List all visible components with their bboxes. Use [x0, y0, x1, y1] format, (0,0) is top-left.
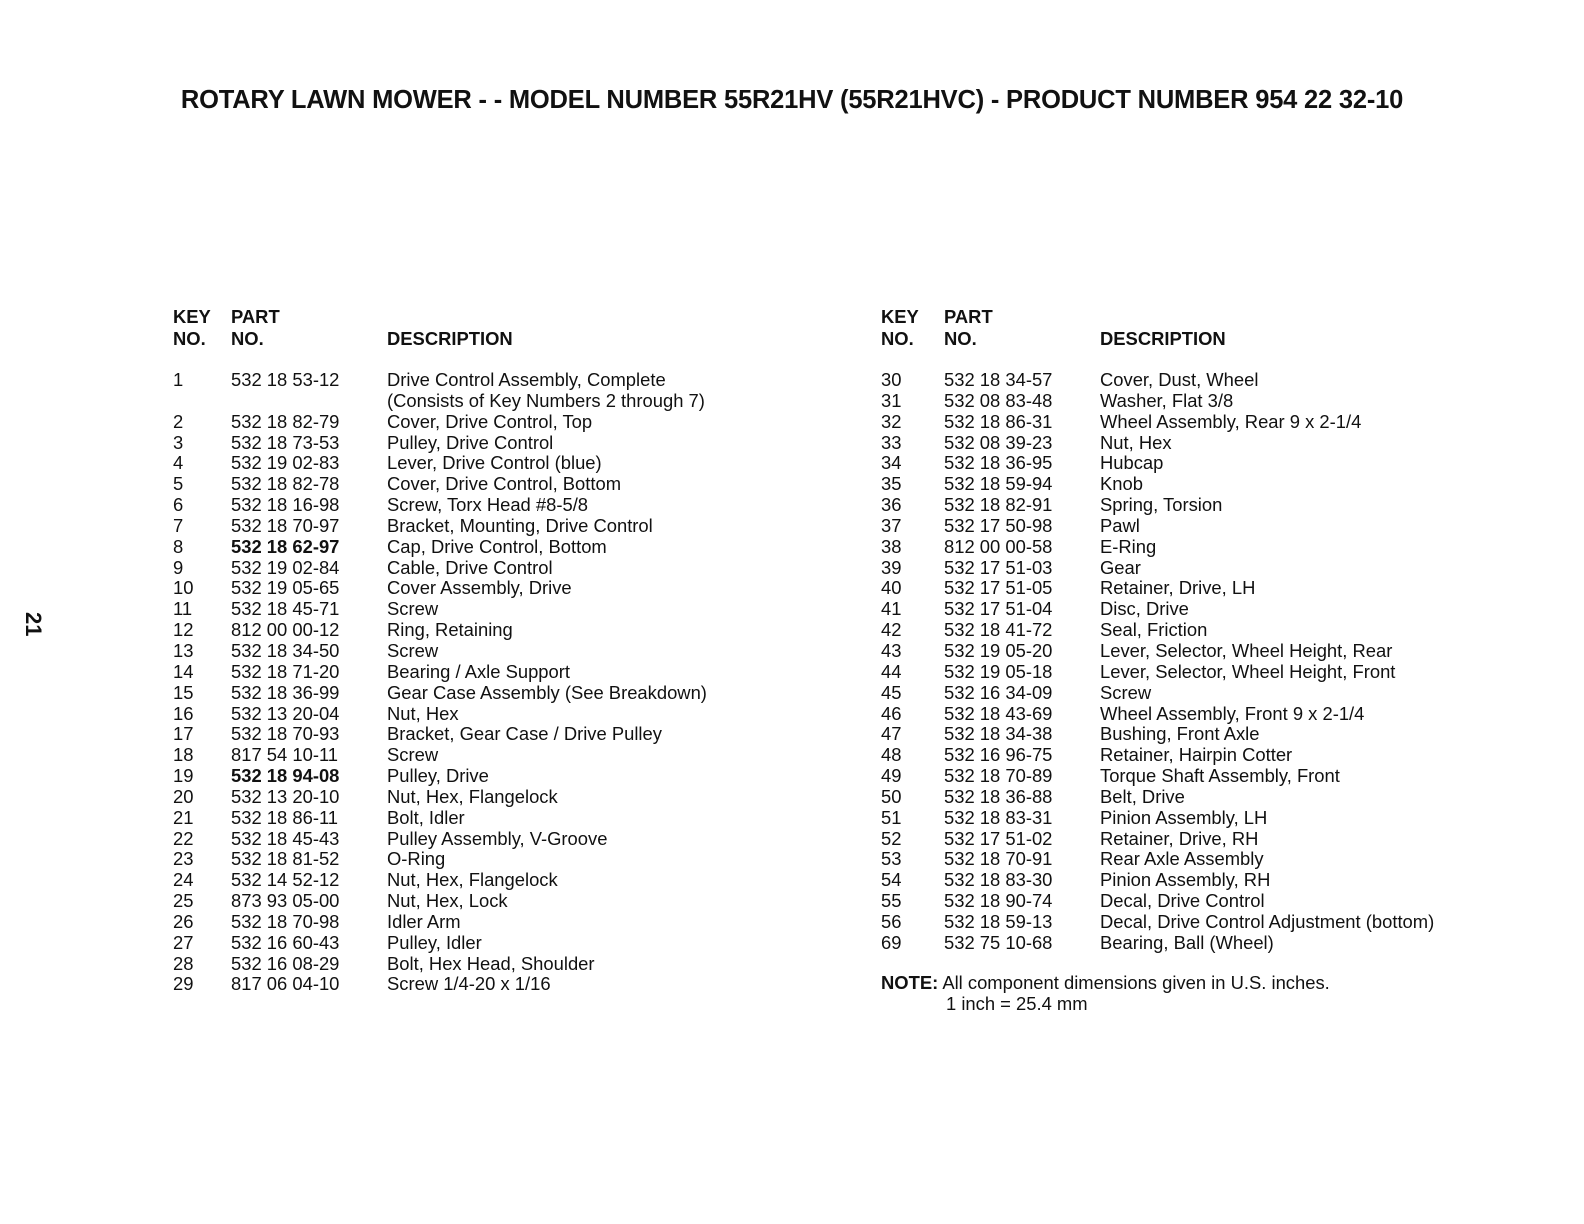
part-number: 532 18 86-11: [231, 806, 339, 828]
key-number: 43: [881, 639, 902, 661]
key-number: 46: [881, 702, 902, 724]
part-description: Pinion Assembly, RH: [1100, 869, 1271, 891]
key-number: 42: [881, 619, 902, 641]
part-number: 532 75 10-68: [944, 931, 1053, 953]
part-number: 532 18 81-52: [231, 848, 340, 870]
key-number: 16: [173, 702, 194, 724]
part-number: 532 08 83-48: [944, 389, 1053, 411]
table-row: [173, 620, 707, 641]
part-number: 532 16 96-75: [944, 744, 1053, 766]
part-number: 532 19 05-18: [944, 660, 1053, 682]
key-number: 19: [173, 765, 194, 787]
part-number: 532 18 36-95: [944, 452, 1053, 474]
part-description: Screw: [1100, 681, 1152, 703]
key-number: 41: [881, 598, 902, 620]
part-description: Pulley, Idler: [387, 931, 482, 953]
key-number: [173, 391, 231, 412]
table-row: [881, 412, 1434, 433]
key-number: 52: [881, 827, 902, 849]
part-header-line1: PART: [944, 306, 993, 327]
key-number: 32: [881, 410, 902, 432]
table-row: [881, 808, 1434, 829]
part-description: Disc, Drive: [1100, 598, 1189, 620]
part-description: Cable, Drive Control: [387, 556, 553, 578]
key-number: 2: [173, 410, 184, 432]
part-number: 532 18 83-30: [944, 869, 1053, 891]
key-number: 18: [173, 744, 194, 766]
table-row: [173, 578, 707, 599]
part-number: 532 17 51-04: [944, 598, 1053, 620]
parts-list-left: [173, 370, 707, 995]
table-row: [173, 474, 707, 495]
key-number: 6: [173, 494, 184, 516]
part-description: Lever, Drive Control (blue): [387, 452, 602, 474]
part-description: Screw: [387, 598, 439, 620]
key-number: 24: [173, 869, 194, 891]
table-row: [173, 391, 707, 412]
part-description: Cover Assembly, Drive: [387, 577, 572, 599]
table-row: [881, 370, 1434, 391]
table-row: [881, 453, 1434, 474]
table-row: [173, 453, 707, 474]
part-number: 532 18 62-97: [231, 535, 340, 557]
part-description: Lever, Selector, Wheel Height, Rear: [1100, 639, 1393, 661]
part-description: Screw, Torx Head #8-5/8: [387, 494, 589, 516]
part-number: 532 18 70-89: [944, 765, 1053, 787]
table-row: [881, 433, 1434, 454]
table-row: [881, 912, 1434, 933]
table-row: [881, 829, 1434, 850]
part-description: Spring, Torsion: [1100, 494, 1223, 516]
table-row: [881, 891, 1434, 912]
table-row: [173, 829, 707, 850]
part-number: 817 54 10-11: [231, 744, 339, 766]
table-row: [173, 516, 707, 537]
part-number: 532 18 36-99: [231, 681, 340, 703]
table-row: [173, 745, 707, 766]
table-row: [881, 745, 1434, 766]
part-number: 532 19 05-65: [231, 577, 340, 599]
part-number: 532 16 08-29: [231, 952, 340, 974]
part-number: 532 08 39-23: [944, 431, 1053, 453]
part-number: 532 18 94-08: [231, 765, 340, 787]
table-row: [881, 849, 1434, 870]
key-number: 13: [173, 639, 194, 661]
part-description: E-Ring: [1100, 535, 1157, 557]
table-row: [173, 974, 707, 995]
part-description: Cover, Dust, Wheel: [1100, 369, 1259, 390]
part-description: Washer, Flat 3/8: [1100, 389, 1234, 411]
part-description: Torque Shaft Assembly, Front: [1100, 765, 1340, 787]
key-number: 40: [881, 577, 902, 599]
key-number: 10: [173, 577, 194, 599]
part-header-line1: PART: [231, 306, 280, 327]
part-description: Retainer, Hairpin Cotter: [1100, 744, 1293, 766]
table-row: [173, 370, 707, 391]
table-row: [881, 870, 1434, 891]
part-number: 532 18 45-43: [231, 827, 340, 849]
part-number: 532 18 70-93: [231, 723, 340, 745]
part-number: 532 16 60-43: [231, 931, 340, 953]
table-row: [173, 849, 707, 870]
key-number: 5: [173, 473, 184, 495]
part-number: 532 18 59-13: [944, 910, 1053, 932]
table-row: [173, 412, 707, 433]
table-row: [173, 537, 707, 558]
part-number: 532 18 82-79: [231, 410, 340, 432]
part-description: Nut, Hex, Flangelock: [387, 869, 558, 891]
part-description: Cover, Drive Control, Top: [387, 410, 593, 432]
part-description: Cap, Drive Control, Bottom: [387, 535, 607, 557]
part-description: Belt, Drive: [1100, 785, 1185, 807]
part-number: 532 13 20-04: [231, 702, 340, 724]
key-number: 51: [881, 806, 902, 828]
table-row: [881, 683, 1434, 704]
part-description: Pulley Assembly, V-Groove: [387, 827, 608, 849]
part-number: 532 18 53-12: [231, 369, 340, 390]
table-row: [881, 599, 1434, 620]
part-description: Pinion Assembly, LH: [1100, 806, 1268, 828]
key-number: 7: [173, 514, 184, 536]
description-header: DESCRIPTION: [1100, 328, 1226, 349]
key-number: 29: [173, 973, 194, 995]
part-number: 532 18 70-98: [231, 910, 340, 932]
table-row: [881, 933, 1434, 954]
part-number: 532 16 34-09: [944, 681, 1053, 703]
key-header-line2: NO.: [881, 328, 914, 349]
key-number: 26: [173, 910, 194, 932]
key-number: 15: [173, 681, 194, 703]
part-description: Nut, Hex: [1100, 431, 1172, 453]
key-number: 30: [881, 369, 902, 390]
key-number: 45: [881, 681, 902, 703]
key-number: 35: [881, 473, 902, 495]
part-number: 532 18 73-53: [231, 431, 340, 453]
part-description: Bolt, Idler: [387, 806, 465, 828]
table-row: [173, 704, 707, 725]
table-row: [173, 433, 707, 454]
description-header: DESCRIPTION: [387, 328, 513, 349]
key-number: 69: [881, 931, 902, 953]
note-conversion: 1 inch = 25.4 mm: [946, 992, 1088, 1014]
part-description: Rear Axle Assembly: [1100, 848, 1264, 870]
part-description: Bushing, Front Axle: [1100, 723, 1260, 745]
key-number: 34: [881, 452, 902, 474]
part-description: Bracket, Mounting, Drive Control: [387, 514, 653, 536]
part-description: Bracket, Gear Case / Drive Pulley: [387, 723, 662, 745]
part-number: 532 19 02-84: [231, 556, 340, 578]
key-number: 53: [881, 848, 902, 870]
part-header-line2: NO.: [231, 328, 264, 349]
dimensions-note: [881, 973, 1330, 1015]
part-description: Ring, Retaining: [387, 619, 513, 641]
part-description: Cover, Drive Control, Bottom: [387, 473, 622, 495]
table-row: [173, 766, 707, 787]
part-number: 532 18 86-31: [944, 410, 1053, 432]
table-row: [881, 537, 1434, 558]
page-title: ROTARY LAWN MOWER - - MODEL NUMBER 55R21HV (55R21HVC) - PRODUCT NUMBER 954 22 32-10: [180, 86, 1404, 114]
key-number: 49: [881, 765, 902, 787]
key-number: 17: [173, 723, 194, 745]
key-number: 8: [173, 535, 184, 557]
table-row: [173, 495, 707, 516]
table-row: [881, 704, 1434, 725]
part-description: Seal, Friction: [1100, 619, 1208, 641]
key-number: 9: [173, 556, 184, 578]
part-number: 532 17 50-98: [944, 514, 1053, 536]
part-number: 532 19 05-20: [944, 639, 1053, 661]
table-row: [881, 495, 1434, 516]
part-number: 532 18 71-20: [231, 660, 340, 682]
part-number: 532 18 36-88: [944, 785, 1053, 807]
key-header-line1: KEY: [881, 306, 919, 327]
table-row: [881, 391, 1434, 412]
table-row: [173, 662, 707, 683]
part-description: Drive Control Assembly, Complete: [387, 369, 666, 390]
key-number: 36: [881, 494, 902, 516]
part-description: Idler Arm: [387, 910, 461, 932]
part-number: 812 00 00-12: [231, 619, 340, 641]
part-description: Lever, Selector, Wheel Height, Front: [1100, 660, 1396, 682]
key-number: 39: [881, 556, 902, 578]
key-number: 37: [881, 514, 902, 536]
table-row: [173, 724, 707, 745]
table-row: [881, 578, 1434, 599]
part-number: 532 18 34-50: [231, 639, 340, 661]
table-row: [173, 891, 707, 912]
key-number: 14: [173, 660, 194, 682]
part-description: O-Ring: [387, 848, 446, 870]
key-number: 11: [173, 598, 193, 620]
part-number: 873 93 05-00: [231, 890, 340, 912]
key-number: 12: [173, 619, 194, 641]
part-description: Pulley, Drive: [387, 765, 489, 787]
key-number: 3: [173, 431, 184, 453]
part-number: 532 17 51-05: [944, 577, 1053, 599]
part-description: Knob: [1100, 473, 1143, 495]
table-row: [173, 787, 707, 808]
key-number: 23: [173, 848, 194, 870]
key-number: 33: [881, 431, 902, 453]
part-number: 817 06 04-10: [231, 973, 340, 995]
part-number: 532 18 16-98: [231, 494, 340, 516]
table-row: [173, 870, 707, 891]
table-row: [881, 516, 1434, 537]
table-row: [173, 933, 707, 954]
key-number: 56: [881, 910, 902, 932]
part-number: 532 18 34-57: [944, 369, 1053, 390]
table-row: [881, 662, 1434, 683]
key-header-line2: NO.: [173, 328, 206, 349]
part-description: Bolt, Hex Head, Shoulder: [387, 952, 595, 974]
table-row: [173, 683, 707, 704]
part-number: 532 18 59-94: [944, 473, 1053, 495]
table-row: [881, 724, 1434, 745]
part-description: Gear: [1100, 556, 1141, 578]
key-number: 21: [173, 806, 194, 828]
part-number: 532 18 34-38: [944, 723, 1053, 745]
part-description: Wheel Assembly, Rear 9 x 2-1/4: [1100, 410, 1362, 432]
table-row: [173, 599, 707, 620]
table-row: [173, 641, 707, 662]
key-number: 48: [881, 744, 902, 766]
key-number: 27: [173, 931, 194, 953]
part-description: Screw: [387, 744, 439, 766]
parts-table-left: [173, 306, 707, 995]
table-row: [173, 912, 707, 933]
table-row: [881, 474, 1434, 495]
part-header-line2: NO.: [944, 328, 977, 349]
table-row: [881, 787, 1434, 808]
table-row: [881, 620, 1434, 641]
part-description: Hubcap: [1100, 452, 1164, 474]
key-number: 47: [881, 723, 902, 745]
page-number: 21: [21, 612, 46, 637]
part-description: Screw 1/4-20 x 1/16: [387, 973, 551, 995]
part-description: Bearing, Ball (Wheel): [1100, 931, 1274, 953]
part-number: 532 19 02-83: [231, 452, 340, 474]
part-description: Nut, Hex, Lock: [387, 890, 508, 912]
part-description: Pulley, Drive Control: [387, 431, 554, 453]
key-number: 38: [881, 535, 902, 557]
part-number: 812 00 00-58: [944, 535, 1053, 557]
part-description: Retainer, Drive, LH: [1100, 577, 1256, 599]
table-row: [881, 766, 1434, 787]
key-header-line1: KEY: [173, 306, 211, 327]
part-number: 532 18 70-97: [231, 514, 340, 536]
part-description: Screw: [387, 639, 439, 661]
part-description: Wheel Assembly, Front 9 x 2-1/4: [1100, 702, 1365, 724]
key-number: 20: [173, 785, 194, 807]
part-number: 532 18 82-78: [231, 473, 340, 495]
part-number: 532 13 20-10: [231, 785, 340, 807]
key-number: 55: [881, 890, 902, 912]
table-row: [173, 808, 707, 829]
key-number: 25: [173, 890, 194, 912]
part-number: 532 18 90-74: [944, 890, 1053, 912]
key-number: 4: [173, 452, 184, 474]
part-number: 532 18 41-72: [944, 619, 1053, 641]
part-description: Bearing / Axle Support: [387, 660, 570, 682]
part-number: 532 18 43-69: [944, 702, 1053, 724]
parts-table-right: [881, 306, 1434, 954]
part-description: (Consists of Key Numbers 2 through 7): [387, 389, 705, 411]
parts-list-right: [881, 370, 1434, 954]
part-number: 532 18 83-31: [944, 806, 1053, 828]
table-row: [173, 954, 707, 975]
part-description: Nut, Hex, Flangelock: [387, 785, 558, 807]
key-number: 31: [881, 389, 902, 411]
part-number: 532 18 70-91: [944, 848, 1053, 870]
table-row: [173, 558, 707, 579]
key-number: 50: [881, 785, 902, 807]
table-row: [881, 558, 1434, 579]
part-number: 532 17 51-02: [944, 827, 1053, 849]
part-number: [231, 391, 387, 412]
key-number: 1: [173, 369, 184, 390]
part-number: 532 14 52-12: [231, 869, 340, 891]
key-number: 44: [881, 660, 902, 682]
part-description: Pawl: [1100, 514, 1140, 536]
note-label: NOTE:: [881, 972, 939, 993]
note-text: All component dimensions given in U.S. inches.: [942, 972, 1330, 993]
part-description: Retainer, Drive, RH: [1100, 827, 1259, 849]
part-description: Decal, Drive Control Adjustment (bottom): [1100, 910, 1435, 932]
part-number: 532 18 45-71: [231, 598, 340, 620]
key-number: 54: [881, 869, 902, 891]
key-number: 22: [173, 827, 194, 849]
table-row: [881, 641, 1434, 662]
part-number: 532 18 82-91: [944, 494, 1053, 516]
part-description: Gear Case Assembly (See Breakdown): [387, 681, 707, 703]
key-number: 28: [173, 952, 194, 974]
part-description: Decal, Drive Control: [1100, 890, 1265, 912]
part-number: 532 17 51-03: [944, 556, 1053, 578]
part-description: Nut, Hex: [387, 702, 459, 724]
